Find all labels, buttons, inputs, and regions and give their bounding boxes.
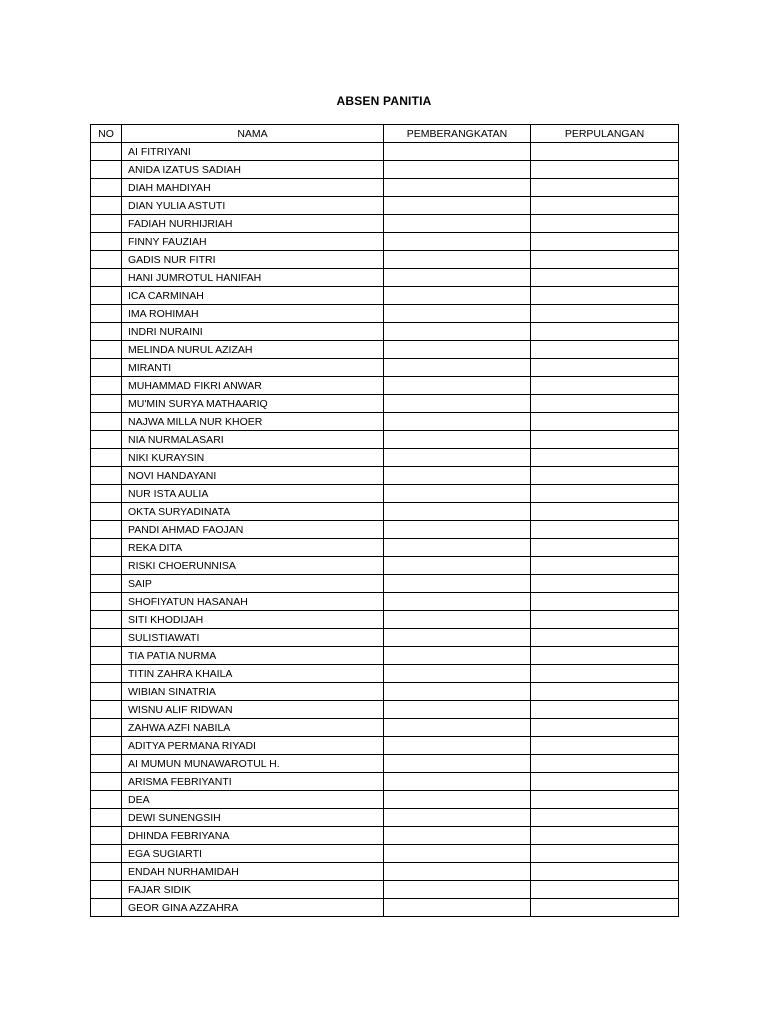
pemberangkatan-cell	[384, 737, 531, 755]
no-cell	[91, 467, 122, 485]
pemberangkatan-cell	[384, 809, 531, 827]
pemberangkatan-cell	[384, 431, 531, 449]
no-cell	[91, 881, 122, 899]
perpulangan-cell	[531, 521, 679, 539]
perpulangan-cell	[531, 323, 679, 341]
perpulangan-cell	[531, 413, 679, 431]
name-cell: TIA PATIA NURMA	[122, 647, 384, 665]
table-row	[91, 395, 679, 413]
no-cell	[91, 521, 122, 539]
attendance-table	[90, 124, 679, 917]
table-row	[91, 197, 679, 215]
perpulangan-cell	[531, 233, 679, 251]
no-cell	[91, 791, 122, 809]
perpulangan-cell	[531, 611, 679, 629]
table-row	[91, 791, 679, 809]
table-row	[91, 377, 679, 395]
perpulangan-cell	[531, 593, 679, 611]
table-row	[91, 341, 679, 359]
no-cell	[91, 323, 122, 341]
name-cell: IMA ROHIMAH	[122, 305, 384, 323]
pemberangkatan-cell	[384, 377, 531, 395]
no-cell	[91, 827, 122, 845]
pemberangkatan-cell	[384, 215, 531, 233]
perpulangan-cell	[531, 449, 679, 467]
pemberangkatan-cell	[384, 665, 531, 683]
pemberangkatan-cell	[384, 683, 531, 701]
perpulangan-cell	[531, 755, 679, 773]
perpulangan-cell	[531, 881, 679, 899]
table-row	[91, 737, 679, 755]
header-pemberangkatan: PEMBERANGKATAN	[384, 125, 531, 143]
perpulangan-cell	[531, 665, 679, 683]
table-row	[91, 629, 679, 647]
no-cell	[91, 395, 122, 413]
table-row	[91, 161, 679, 179]
table-row	[91, 413, 679, 431]
page-title: ABSEN PANITIA	[336, 94, 432, 108]
pemberangkatan-cell	[384, 647, 531, 665]
name-cell: ZAHWA AZFI NABILA	[122, 719, 384, 737]
name-cell: RISKI CHOERUNNISA	[122, 557, 384, 575]
pemberangkatan-cell	[384, 557, 531, 575]
table-row	[91, 845, 679, 863]
pemberangkatan-cell	[384, 575, 531, 593]
no-cell	[91, 305, 122, 323]
perpulangan-cell	[531, 503, 679, 521]
perpulangan-cell	[531, 197, 679, 215]
name-cell: NIA NURMALASARI	[122, 431, 384, 449]
table-row	[91, 593, 679, 611]
name-cell: INDRI NURAINI	[122, 323, 384, 341]
name-cell: ARISMA FEBRIYANTI	[122, 773, 384, 791]
table-row	[91, 179, 679, 197]
name-cell: SAIP	[122, 575, 384, 593]
name-cell: DIAH MAHDIYAH	[122, 179, 384, 197]
table-row	[91, 665, 679, 683]
perpulangan-cell	[531, 143, 679, 161]
pemberangkatan-cell	[384, 323, 531, 341]
pemberangkatan-cell	[384, 503, 531, 521]
table-row	[91, 251, 679, 269]
no-cell	[91, 341, 122, 359]
name-cell: AI FITRIYANI	[122, 143, 384, 161]
perpulangan-cell	[531, 287, 679, 305]
no-cell	[91, 143, 122, 161]
perpulangan-cell	[531, 251, 679, 269]
perpulangan-cell	[531, 647, 679, 665]
no-cell	[91, 611, 122, 629]
pemberangkatan-cell	[384, 233, 531, 251]
header-no: NO	[91, 125, 122, 143]
name-cell: SULISTIAWATI	[122, 629, 384, 647]
no-cell	[91, 737, 122, 755]
name-cell: NOVI HANDAYANI	[122, 467, 384, 485]
table-row	[91, 809, 679, 827]
name-cell: WIBIAN SINATRIA	[122, 683, 384, 701]
no-cell	[91, 719, 122, 737]
no-cell	[91, 197, 122, 215]
no-cell	[91, 557, 122, 575]
pemberangkatan-cell	[384, 197, 531, 215]
no-cell	[91, 233, 122, 251]
pemberangkatan-cell	[384, 629, 531, 647]
no-cell	[91, 593, 122, 611]
perpulangan-cell	[531, 863, 679, 881]
perpulangan-cell	[531, 899, 679, 917]
pemberangkatan-cell	[384, 161, 531, 179]
perpulangan-cell	[531, 845, 679, 863]
no-cell	[91, 773, 122, 791]
table-row	[91, 503, 679, 521]
pemberangkatan-cell	[384, 791, 531, 809]
name-cell: HANI JUMROTUL HANIFAH	[122, 269, 384, 287]
table-row	[91, 467, 679, 485]
name-cell: REKA DITA	[122, 539, 384, 557]
no-cell	[91, 503, 122, 521]
table-row	[91, 233, 679, 251]
name-cell: ENDAH NURHAMIDAH	[122, 863, 384, 881]
pemberangkatan-cell	[384, 845, 531, 863]
perpulangan-cell	[531, 791, 679, 809]
table-row	[91, 899, 679, 917]
perpulangan-cell	[531, 305, 679, 323]
perpulangan-cell	[531, 773, 679, 791]
pemberangkatan-cell	[384, 359, 531, 377]
no-cell	[91, 179, 122, 197]
pemberangkatan-cell	[384, 881, 531, 899]
pemberangkatan-cell	[384, 143, 531, 161]
perpulangan-cell	[531, 719, 679, 737]
table-row	[91, 701, 679, 719]
no-cell	[91, 575, 122, 593]
table-row	[91, 827, 679, 845]
no-cell	[91, 413, 122, 431]
name-cell: DIAN YULIA ASTUTI	[122, 197, 384, 215]
perpulangan-cell	[531, 827, 679, 845]
pemberangkatan-cell	[384, 395, 531, 413]
name-cell: GEOR GINA AZZAHRA	[122, 899, 384, 917]
table-row	[91, 539, 679, 557]
no-cell	[91, 647, 122, 665]
table-row	[91, 359, 679, 377]
table-row	[91, 521, 679, 539]
no-cell	[91, 701, 122, 719]
perpulangan-cell	[531, 179, 679, 197]
no-cell	[91, 377, 122, 395]
pemberangkatan-cell	[384, 701, 531, 719]
pemberangkatan-cell	[384, 539, 531, 557]
name-cell: ICA CARMINAH	[122, 287, 384, 305]
perpulangan-cell	[531, 701, 679, 719]
pemberangkatan-cell	[384, 269, 531, 287]
table-row	[91, 557, 679, 575]
table-row	[91, 269, 679, 287]
pemberangkatan-cell	[384, 773, 531, 791]
perpulangan-cell	[531, 557, 679, 575]
perpulangan-cell	[531, 467, 679, 485]
pemberangkatan-cell	[384, 179, 531, 197]
perpulangan-cell	[531, 485, 679, 503]
attendance-rows	[91, 143, 679, 917]
name-cell: SHOFIYATUN HASANAH	[122, 593, 384, 611]
table-row	[91, 683, 679, 701]
perpulangan-cell	[531, 395, 679, 413]
no-cell	[91, 845, 122, 863]
no-cell	[91, 449, 122, 467]
table-row	[91, 719, 679, 737]
perpulangan-cell	[531, 683, 679, 701]
no-cell	[91, 359, 122, 377]
perpulangan-cell	[531, 269, 679, 287]
pemberangkatan-cell	[384, 449, 531, 467]
pemberangkatan-cell	[384, 341, 531, 359]
pemberangkatan-cell	[384, 251, 531, 269]
table-row	[91, 647, 679, 665]
name-cell: DHINDA FEBRIYANA	[122, 827, 384, 845]
name-cell: MELINDA NURUL AZIZAH	[122, 341, 384, 359]
perpulangan-cell	[531, 359, 679, 377]
name-cell: SITI KHODIJAH	[122, 611, 384, 629]
pemberangkatan-cell	[384, 305, 531, 323]
name-cell: NIKI KURAYSIN	[122, 449, 384, 467]
name-cell: FADIAH NURHIJRIAH	[122, 215, 384, 233]
no-cell	[91, 863, 122, 881]
name-cell: GADIS NUR FITRI	[122, 251, 384, 269]
name-cell: MUHAMMAD FIKRI ANWAR	[122, 377, 384, 395]
perpulangan-cell	[531, 215, 679, 233]
perpulangan-cell	[531, 575, 679, 593]
no-cell	[91, 899, 122, 917]
name-cell: ADITYA PERMANA RIYADI	[122, 737, 384, 755]
table-row	[91, 773, 679, 791]
name-cell: EGA SUGIARTI	[122, 845, 384, 863]
name-cell: FINNY FAUZIAH	[122, 233, 384, 251]
pemberangkatan-cell	[384, 467, 531, 485]
name-cell: AI MUMUN MUNAWAROTUL H.	[122, 755, 384, 773]
name-cell: TITIN ZAHRA KHAILA	[122, 665, 384, 683]
perpulangan-cell	[531, 377, 679, 395]
name-cell: NUR ISTA AULIA	[122, 485, 384, 503]
pemberangkatan-cell	[384, 827, 531, 845]
no-cell	[91, 269, 122, 287]
perpulangan-cell	[531, 737, 679, 755]
pemberangkatan-cell	[384, 863, 531, 881]
no-cell	[91, 755, 122, 773]
pemberangkatan-cell	[384, 521, 531, 539]
table-row	[91, 575, 679, 593]
perpulangan-cell	[531, 431, 679, 449]
table-row	[91, 323, 679, 341]
table-header-row	[91, 125, 679, 143]
no-cell	[91, 683, 122, 701]
table-row	[91, 881, 679, 899]
pemberangkatan-cell	[384, 413, 531, 431]
name-cell: DEA	[122, 791, 384, 809]
name-cell: OKTA SURYADINATA	[122, 503, 384, 521]
perpulangan-cell	[531, 539, 679, 557]
table-row	[91, 755, 679, 773]
no-cell	[91, 629, 122, 647]
no-cell	[91, 287, 122, 305]
pemberangkatan-cell	[384, 611, 531, 629]
perpulangan-cell	[531, 629, 679, 647]
table-row	[91, 485, 679, 503]
no-cell	[91, 485, 122, 503]
name-cell: MU'MIN SURYA MATHAARIQ	[122, 395, 384, 413]
no-cell	[91, 539, 122, 557]
header-nama: NAMA	[122, 125, 384, 143]
table-row	[91, 449, 679, 467]
name-cell: PANDI AHMAD FAOJAN	[122, 521, 384, 539]
no-cell	[91, 215, 122, 233]
table-row	[91, 611, 679, 629]
no-cell	[91, 251, 122, 269]
name-cell: MIRANTI	[122, 359, 384, 377]
pemberangkatan-cell	[384, 755, 531, 773]
name-cell: FAJAR SIDIK	[122, 881, 384, 899]
perpulangan-cell	[531, 161, 679, 179]
pemberangkatan-cell	[384, 485, 531, 503]
table-row	[91, 431, 679, 449]
name-cell: WISNU ALIF RIDWAN	[122, 701, 384, 719]
table-row	[91, 305, 679, 323]
pemberangkatan-cell	[384, 899, 531, 917]
table-row	[91, 215, 679, 233]
perpulangan-cell	[531, 341, 679, 359]
no-cell	[91, 809, 122, 827]
pemberangkatan-cell	[384, 719, 531, 737]
no-cell	[91, 431, 122, 449]
perpulangan-cell	[531, 809, 679, 827]
no-cell	[91, 161, 122, 179]
name-cell: DEWI SUNENGSIH	[122, 809, 384, 827]
pemberangkatan-cell	[384, 287, 531, 305]
pemberangkatan-cell	[384, 593, 531, 611]
name-cell: NAJWA MILLA NUR KHOER	[122, 413, 384, 431]
no-cell	[91, 665, 122, 683]
table-row	[91, 863, 679, 881]
name-cell: ANIDA IZATUS SADIAH	[122, 161, 384, 179]
header-perpulangan: PERPULANGAN	[531, 125, 679, 143]
table-row	[91, 143, 679, 161]
table-row	[91, 287, 679, 305]
